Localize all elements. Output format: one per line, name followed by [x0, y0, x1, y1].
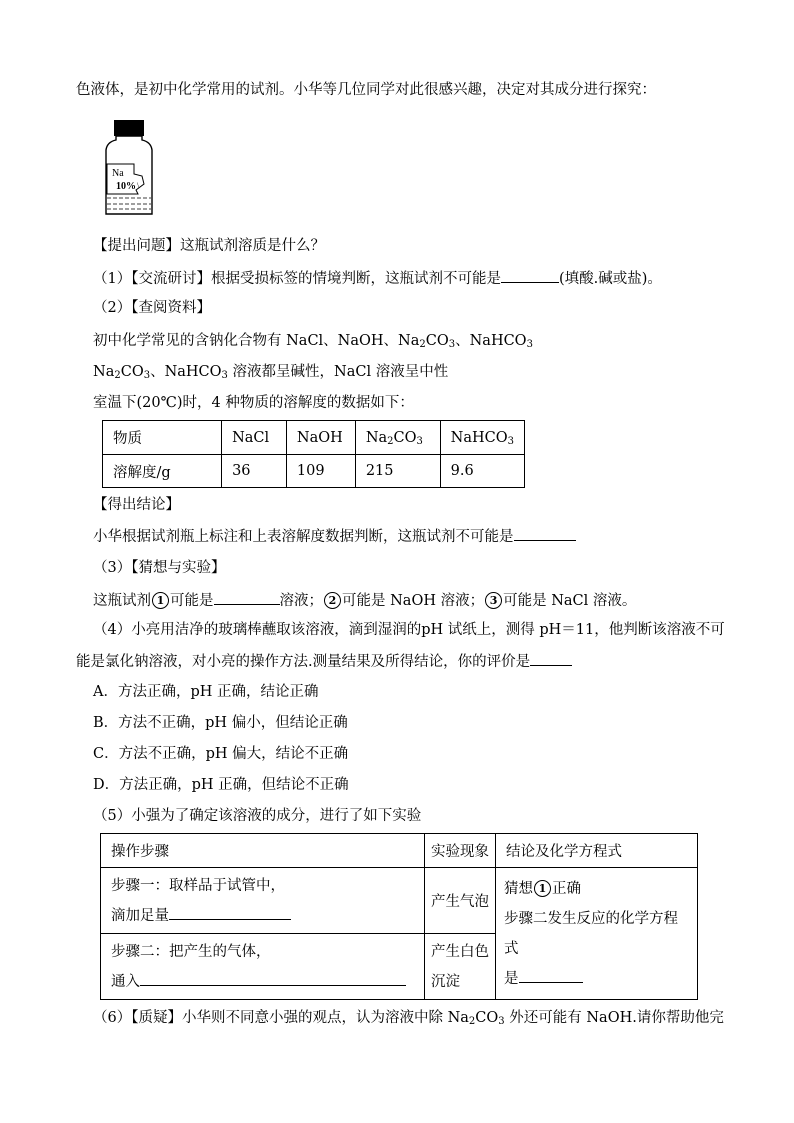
table1-header-naoh: NaOH: [286, 421, 355, 455]
q6-text: （6）【质疑】小华则不同意小强的观点，认为溶液中除 $Na_2CO_3$ 外还可能有 NaOH.请你帮助他完: [93, 1010, 724, 1027]
experiment-table: [100, 833, 698, 1000]
table2-conclusion-cell: [496, 868, 698, 1000]
bottle-label-tail: \: [137, 181, 140, 190]
table2-step-2: [101, 934, 425, 1000]
table2-header-step: 操作步骤: [101, 834, 425, 868]
step2-line-b: 通入: [111, 973, 140, 990]
option-c[interactable]: C．方法不正确，pH 偏大，结论不正确: [93, 746, 349, 762]
reagent-bottle-image: [104, 118, 164, 218]
q3-heading: （3）【猜想与实验】: [93, 560, 226, 576]
q3-b: 可能是: [170, 593, 214, 609]
table2-header-conclusion: 结论及化学方程式: [496, 834, 698, 868]
q6-b: CO: [475, 1010, 499, 1026]
option-d[interactable]: D．方法正确，pH 正确，但结论不正确: [93, 777, 349, 793]
info1-a: 初中化学常见的含钠化合物有 NaCl、NaOH、Na: [93, 333, 420, 349]
solubility-table: [102, 420, 525, 488]
table1-cell-nahco3: 9.6: [440, 455, 524, 488]
q4-line-2: [76, 651, 572, 672]
step2-line-a: 步骤二：把产生的气体，: [111, 943, 271, 960]
table1-cell-na2co3: 215: [355, 455, 440, 488]
q3-answer-blank[interactable]: [214, 590, 280, 605]
conclusion-correct: 正确: [552, 880, 581, 897]
question-heading: 【提出问题】这瓶试剂溶质是什么？: [93, 238, 325, 254]
conclusion-equation-prompt: 步骤二发生反应的化学方程式: [504, 910, 678, 957]
q3-text: [93, 590, 636, 611]
table2-observation-1: 产生气泡: [425, 868, 496, 934]
circled-3: 3: [485, 592, 502, 609]
info2-b: CO: [120, 364, 144, 380]
info-line-2: $Na_2CO_3$、NaHCO$_3$ 溶液都呈碱性，NaCl 溶液呈中性: [93, 364, 449, 381]
q6-a: （6）【质疑】小华则不同意小强的观点，认为溶液中除 Na: [93, 1010, 469, 1026]
conclusion-answer-blank[interactable]: [514, 526, 576, 541]
info2-a: Na: [93, 364, 115, 380]
step1-line-b: 滴加足量: [111, 907, 169, 924]
obs2-line-a: 产生白色: [431, 943, 489, 960]
step1-reagent-blank[interactable]: [169, 905, 291, 920]
q3-e: 可能是 NaCl 溶液。: [503, 593, 637, 609]
option-b[interactable]: B．方法不正确，pH 偏小，但结论正确: [93, 715, 348, 731]
info-line-3: 室温下(20℃)时，4 种物质的溶解度的数据如下：: [93, 395, 414, 411]
q2-heading: （2）【查阅资料】: [93, 300, 211, 316]
table1-cell-nacl: 36: [222, 455, 287, 488]
conclusion-sentence: 小华根据试剂瓶上标注和上表溶解度数据判断，这瓶试剂不可能是: [93, 529, 514, 545]
table2-observation-2: [425, 934, 496, 1000]
obs2-line-b: 沉淀: [431, 973, 460, 990]
table1-header-nahco3: NaHCO$_3$: [440, 421, 524, 455]
conclusion-is: 是: [504, 970, 519, 987]
bottle-label-na: Na: [112, 168, 124, 179]
info1-c: 、NaHCO: [455, 333, 527, 349]
option-a[interactable]: A．方法正确，pH 正确，结论正确: [93, 684, 319, 700]
table1-header-nacl: NaCl: [222, 421, 287, 455]
q3-a: 这瓶试剂: [93, 593, 151, 609]
table2-step-1: [101, 868, 425, 934]
info1-b: CO: [425, 333, 449, 349]
q1-prefix: （1）【交流研讨】根据受损标签的情境判断，这瓶试剂不可能是: [93, 271, 501, 287]
table1-cell-naoh: 109: [286, 455, 355, 488]
info2-d: 溶液都呈碱性，NaCl 溶液呈中性: [227, 364, 449, 380]
intro-text: 色液体，是初中化学常用的试剂。小华等几位同学对此很感兴趣，决定对其成分进行探究：: [76, 82, 656, 98]
conclusion-heading: 【得出结论】: [93, 497, 180, 513]
conclusion-text: [93, 526, 576, 547]
t1-h3b: CO: [393, 429, 417, 446]
table1-header-na2co3: $Na_2CO_3$: [355, 421, 440, 455]
t1-h3a: Na: [365, 429, 388, 446]
info2-c: 、NaHCO: [150, 364, 222, 380]
table2-header-observation: 实验现象: [425, 834, 496, 868]
q1-text: [93, 268, 662, 289]
q4-line-1: （4）小亮用洁净的玻璃棒蘸取该溶液，滴到湿润的pH 试纸上，测得 pH＝11，他判断该溶液不可: [93, 622, 725, 638]
q3-c: 溶液；: [279, 593, 323, 609]
q1-suffix: (填酸.碱或盐)。: [558, 271, 662, 287]
circled-1: 1: [152, 592, 169, 609]
q4-answer-blank[interactable]: [530, 651, 572, 666]
circled-2: 2: [324, 592, 341, 609]
step2-reagent-blank[interactable]: [140, 971, 406, 986]
circled-1-table: 1: [534, 880, 551, 897]
conclusion-guess: 猜想: [504, 880, 533, 897]
bottle-label-percent: 10%: [116, 181, 136, 192]
step1-line-a: 步骤一：取样品于试管中，: [111, 877, 285, 894]
equation-answer-blank[interactable]: [519, 968, 583, 983]
t1-h4a: NaHCO: [450, 429, 508, 446]
q1-answer-blank[interactable]: [501, 268, 559, 283]
q6-c: 外还可能有 NaOH.请你帮助他完: [504, 1010, 724, 1026]
table1-row-label: 溶解度/g: [103, 455, 222, 488]
table1-header-substance: 物质: [103, 421, 222, 455]
q4-line-2-text: 能是氯化钠溶液，对小亮的操作方法.测量结果及所得结论，你的评价是: [76, 654, 531, 670]
q3-d: 可能是 NaOH 溶液；: [342, 593, 485, 609]
q5-text: （5）小强为了确定该溶液的成分，进行了如下实验: [93, 808, 422, 824]
info-line-1: 初中化学常见的含钠化合物有 NaCl、NaOH、$Na_2CO_3$、NaHCO$_3$: [93, 333, 533, 350]
